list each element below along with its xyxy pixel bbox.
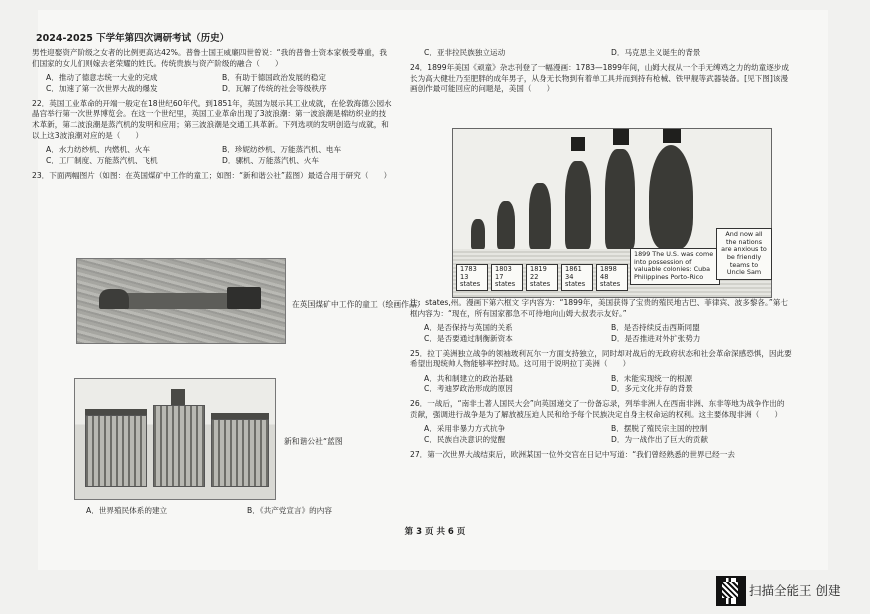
option-c: C．加速了第一次世界大战的爆发 (46, 83, 158, 93)
uncle-sam-figure-1803 (497, 201, 515, 249)
q23-options (86, 506, 402, 517)
option-b: B．有助于德国政治发展的稳定 (222, 73, 326, 83)
option-c: C．工厂制度、万能蒸汽机、飞机 (46, 156, 158, 166)
q23-continued-options (424, 48, 792, 59)
left-column (32, 48, 392, 185)
page-title: 2024-2025 下学年第四次调研考试（历史） (36, 33, 230, 44)
cartoon-1899-note: 1899 The U.S. was come into possession of valuable colonies: Cuba Philippines Porto-Rico (630, 248, 720, 285)
year-box-1898: 1898 48 states (596, 264, 628, 291)
qr-code-icon (716, 576, 746, 606)
option-d: D．骡机、万能蒸汽机、火车 (222, 156, 319, 166)
year-box-1819: 1819 22 states (526, 264, 558, 291)
option-c: C．亚非拉民族独立运动 (424, 48, 506, 57)
uncle-sam-figure-1783 (471, 219, 485, 249)
right-column-lower (410, 298, 792, 464)
option-b: B．是否持续反击西斯同盟 (611, 323, 700, 333)
child-worker-figure (99, 289, 129, 309)
question-24: 24．1899年美国《顽童》杂志刊登了一幅漫画：1783—1899年间，山姆大叔从一个手无缚鸡之力的幼童逐步成长为高大健壮乃至肥胖的成年男子，从身无长物到有着单工具并而到持有枪械、铁甲舰等武器装备。[见下图]该漫画创作最可能回应的问题是，美国（ ） (410, 62, 789, 94)
option-b: B．未能实现统一的根源 (611, 373, 693, 383)
option-a: A．共和制建立的政治基础 (424, 373, 513, 383)
option-c: C．考迪罗政治形成的原因 (424, 384, 513, 394)
building-shape (85, 415, 147, 487)
new-harmony-blueprint-illustration (74, 378, 276, 500)
option-a: A．世界殖民体系的建立 (86, 506, 168, 515)
question-23: 23．下面两幅图片（如图：在英国煤矿中工作的童工；如图：“新和谐公社”蓝图）最适合用于研究（ ） (32, 170, 392, 180)
blueprint-caption: 新和谐公社“蓝图 (284, 437, 343, 446)
option-a: A．是否保持与英国的关系 (424, 323, 513, 333)
top-hat-shape (663, 129, 681, 143)
option-c: C．民族自决意识的觉醒 (424, 435, 506, 445)
question-intro-text: 男性迎娶资产阶级之女者的比例更高达42%。普鲁士国王威廉四世曾说：“我的普鲁士资本家极受尊重，我们国家的女儿们则嫁去老荣耀的姓氏。传统贵族与资产阶级的融合（ ） (32, 48, 387, 68)
q22-options (46, 145, 392, 167)
top-hat-shape (571, 137, 585, 151)
cartoon-year-labels (456, 264, 628, 291)
roof-shape (211, 413, 269, 419)
year-box-1861: 1861 34 states (561, 264, 593, 291)
question-26: 26．一战后，“南非土著人国民大会”向英国递交了一份备忘录，列举非洲人在西南非洲、东非等地为战争作出的贡献，强调进行战争是为了解放被压迫人民和给予每个民族决定自身主权命运的权利。这主要体现非洲（ ） (410, 399, 785, 420)
uncle-sam-figure-1898 (605, 149, 635, 249)
cartoon-side-note: And now all the nations are anxious to be friendly teams to Uncle Sam (716, 228, 772, 280)
uncle-sam-figure-1899 (649, 145, 693, 249)
option-a: A．推动了德意志统一大业的完成 (46, 73, 158, 83)
right-column (410, 48, 792, 99)
option-d: D．多元文化并存的背景 (611, 384, 693, 394)
intro-options (46, 73, 392, 95)
q23-options-row (72, 506, 402, 521)
building-shape (153, 405, 205, 487)
year-box-1803: 1803 17 states (491, 264, 523, 291)
child-miners-illustration (76, 258, 286, 344)
roof-shape (85, 409, 147, 415)
option-b: B．珍妮纺纱机、万能蒸汽机、电车 (222, 145, 342, 155)
building-shape (211, 419, 269, 487)
q25-options (424, 374, 792, 396)
question-22: 22．英国工业革命的开端一般定在18世纪60年代。到1851年，英国为展示其工业成就，在伦敦海德公园水晶宫举行第一次世界博览会。在这一个世纪里，英国工业革命出现了3波浪潮：第一波浪潮是棉纺织业的技术革新，第二波浪潮是蒸汽机的发明和应用；第三波浪潮是交通工具革新。下列选项的发明创造与成就，和以上这3波浪潮对应的是（ ） (32, 98, 392, 140)
option-b: B．《共产党宣言》的内容 (247, 506, 332, 515)
q24-options (424, 323, 792, 345)
option-d: D．为一战作出了巨大的贡献 (611, 435, 708, 445)
option-d: D．瓦解了传统的社会等级秩序 (222, 83, 327, 93)
q26-options (424, 424, 792, 446)
mine-caption: 在英国煤矿中工作的童工（绘画作品） (292, 300, 425, 309)
tower-shape (171, 389, 185, 405)
year-box-1783: 1783 13 states (456, 264, 488, 291)
option-d: D．马克思主义诞生的背景 (611, 48, 701, 57)
top-hat-shape (613, 129, 629, 145)
q24-note: 注：states,州。漫画下第六框文 字内容为：“1899年，美国获得了宝贵的殖民地古巴、菲律宾、波多黎各。”第七框内容为：“现在，所有国家都急不可待地向山姆大叔表示友好。” (410, 298, 788, 318)
option-a: A．采用非暴力方式抗争 (424, 424, 506, 434)
uncle-sam-figure-1819 (529, 183, 551, 249)
question-25: 25．拉丁美洲独立战争的领袖玻利瓦尔一方面支持独立，同时却对战后的无政府状态和社会革命深感恐惧，因此要希望出现统帅人物能够率控时局。这可用于说明拉丁美洲（ ） (410, 348, 792, 369)
question-27: 27．第一次世界大战结束后，欧洲某国一位外交官在日记中写道：“我们曾经熟悉的世界已经一去 (410, 449, 735, 459)
option-d: D．是否推进对外扩张势力 (611, 333, 701, 343)
option-c: C．是否要通过制衡新资本 (424, 333, 513, 343)
option-b: B．摆脱了殖民宗主国的控制 (611, 424, 708, 434)
option-a: A．水力纺纱机、内燃机、火车 (46, 145, 150, 155)
uncle-sam-figure-1861 (565, 161, 591, 249)
coal-cart-shape (227, 287, 261, 309)
page-number: 第 3 页 共 6 页 (404, 527, 466, 537)
scanner-watermark: 扫描全能王 创建 (749, 583, 841, 598)
